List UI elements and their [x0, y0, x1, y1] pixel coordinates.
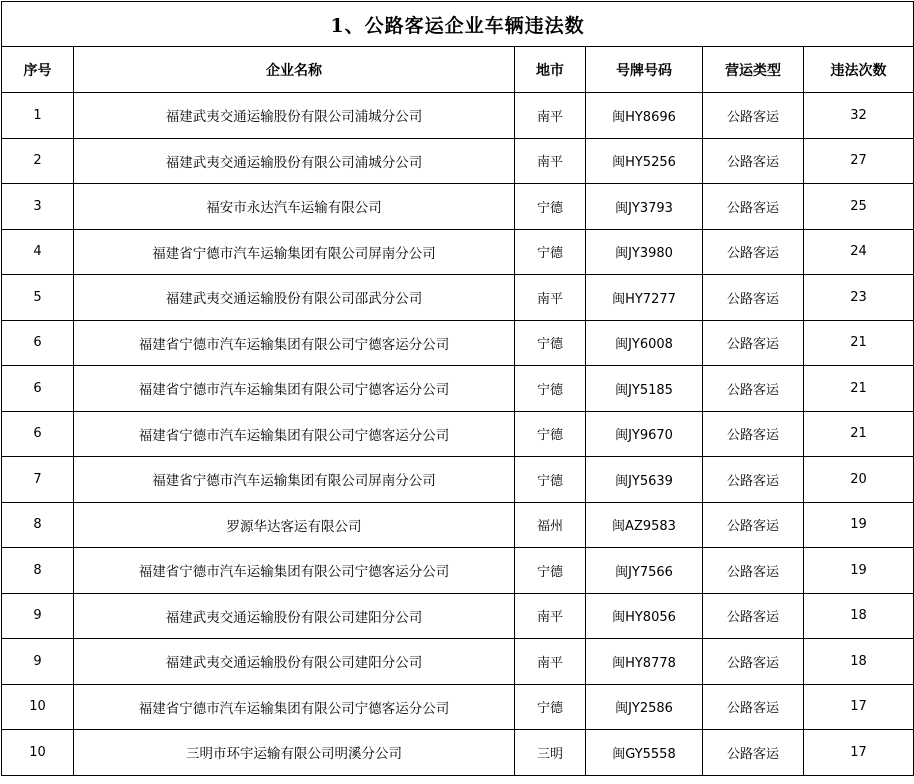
cell-seq: 7	[2, 457, 74, 503]
table-row	[2, 229, 914, 275]
cell-count: 19	[804, 548, 914, 594]
cell-count: 21	[804, 320, 914, 366]
cell-plate: 闽HY8056	[586, 593, 703, 639]
table-row	[2, 411, 914, 457]
cell-count: 19	[804, 502, 914, 548]
cell-company: 福建省宁德市汽车运输集团有限公司屏南分公司	[74, 457, 515, 503]
table-body	[2, 93, 914, 776]
cell-company: 福建武夷交通运输股份有限公司浦城分公司	[74, 93, 515, 139]
cell-company: 福建省宁德市汽车运输集团有限公司宁德客运分公司	[74, 366, 515, 412]
table-row	[2, 320, 914, 366]
cell-type: 公路客运	[703, 184, 804, 230]
table-row	[2, 93, 914, 139]
cell-count: 18	[804, 593, 914, 639]
cell-city: 宁德	[515, 411, 586, 457]
cell-type: 公路客运	[703, 502, 804, 548]
cell-city: 三明	[515, 730, 586, 776]
cell-count: 21	[804, 411, 914, 457]
cell-type: 公路客运	[703, 320, 804, 366]
title-row	[2, 2, 914, 47]
header-count: 违法次数	[804, 47, 914, 93]
cell-company: 福安市永达汽车运输有限公司	[74, 184, 515, 230]
cell-city: 宁德	[515, 184, 586, 230]
cell-plate: 闽GY5558	[586, 730, 703, 776]
table-row	[2, 684, 914, 730]
cell-plate: 闽HY5256	[586, 138, 703, 184]
table-row	[2, 639, 914, 685]
cell-seq: 6	[2, 366, 74, 412]
header-seq: 序号	[2, 47, 74, 93]
table-row	[2, 593, 914, 639]
cell-plate: 闽JY5639	[586, 457, 703, 503]
cell-company: 福建武夷交通运输股份有限公司邵武分公司	[74, 275, 515, 321]
cell-city: 宁德	[515, 320, 586, 366]
cell-count: 18	[804, 639, 914, 685]
cell-seq: 6	[2, 411, 74, 457]
table-row	[2, 502, 914, 548]
cell-seq: 10	[2, 730, 74, 776]
cell-count: 17	[804, 684, 914, 730]
violations-table	[1, 1, 914, 776]
cell-plate: 闽JY2586	[586, 684, 703, 730]
table-row	[2, 548, 914, 594]
cell-company: 福建省宁德市汽车运输集团有限公司屏南分公司	[74, 229, 515, 275]
table-row	[2, 138, 914, 184]
cell-seq: 8	[2, 502, 74, 548]
cell-type: 公路客运	[703, 684, 804, 730]
cell-seq: 2	[2, 138, 74, 184]
cell-count: 32	[804, 93, 914, 139]
cell-company: 福建省宁德市汽车运输集团有限公司宁德客运分公司	[74, 548, 515, 594]
cell-seq: 9	[2, 639, 74, 685]
cell-city: 南平	[515, 593, 586, 639]
cell-city: 南平	[515, 93, 586, 139]
header-city: 地市	[515, 47, 586, 93]
cell-city: 宁德	[515, 366, 586, 412]
cell-plate: 闽JY3980	[586, 229, 703, 275]
cell-company: 罗源华达客运有限公司	[74, 502, 515, 548]
table-row	[2, 457, 914, 503]
cell-plate: 闽HY8696	[586, 93, 703, 139]
cell-plate: 闽JY3793	[586, 184, 703, 230]
cell-type: 公路客运	[703, 639, 804, 685]
cell-city: 宁德	[515, 684, 586, 730]
cell-count: 23	[804, 275, 914, 321]
cell-type: 公路客运	[703, 229, 804, 275]
cell-company: 三明市环宇运输有限公司明溪分公司	[74, 730, 515, 776]
cell-seq: 8	[2, 548, 74, 594]
cell-type: 公路客运	[703, 93, 804, 139]
cell-seq: 4	[2, 229, 74, 275]
cell-seq: 3	[2, 184, 74, 230]
header-company: 企业名称	[74, 47, 515, 93]
header-plate: 号牌号码	[586, 47, 703, 93]
cell-type: 公路客运	[703, 411, 804, 457]
table-row	[2, 730, 914, 776]
cell-plate: 闽AZ9583	[586, 502, 703, 548]
cell-company: 福建武夷交通运输股份有限公司浦城分公司	[74, 138, 515, 184]
spreadsheet-sheet	[0, 1, 914, 784]
cell-type: 公路客运	[703, 457, 804, 503]
table-row	[2, 275, 914, 321]
table-row	[2, 184, 914, 230]
cell-city: 南平	[515, 639, 586, 685]
cell-count: 21	[804, 366, 914, 412]
table-title: 1、公路客运企业车辆违法数	[2, 2, 914, 47]
cell-city: 宁德	[515, 229, 586, 275]
cell-count: 24	[804, 229, 914, 275]
cell-plate: 闽JY5185	[586, 366, 703, 412]
cell-city: 宁德	[515, 457, 586, 503]
cell-plate: 闽HY7277	[586, 275, 703, 321]
cell-city: 南平	[515, 275, 586, 321]
cell-plate: 闽JY7566	[586, 548, 703, 594]
cell-seq: 10	[2, 684, 74, 730]
cell-seq: 6	[2, 320, 74, 366]
cell-seq: 5	[2, 275, 74, 321]
cell-plate: 闽JY6008	[586, 320, 703, 366]
cell-seq: 1	[2, 93, 74, 139]
table-row	[2, 366, 914, 412]
cell-type: 公路客运	[703, 275, 804, 321]
cell-count: 20	[804, 457, 914, 503]
cell-city: 南平	[515, 138, 586, 184]
cell-type: 公路客运	[703, 730, 804, 776]
cell-company: 福建省宁德市汽车运输集团有限公司宁德客运分公司	[74, 411, 515, 457]
cell-plate: 闽JY9670	[586, 411, 703, 457]
cell-company: 福建武夷交通运输股份有限公司建阳分公司	[74, 593, 515, 639]
cell-company: 福建省宁德市汽车运输集团有限公司宁德客运分公司	[74, 320, 515, 366]
cell-company: 福建省宁德市汽车运输集团有限公司宁德客运分公司	[74, 684, 515, 730]
header-row	[2, 47, 914, 93]
cell-type: 公路客运	[703, 138, 804, 184]
cell-city: 宁德	[515, 548, 586, 594]
cell-count: 25	[804, 184, 914, 230]
cell-city: 福州	[515, 502, 586, 548]
cell-type: 公路客运	[703, 593, 804, 639]
cell-plate: 闽HY8778	[586, 639, 703, 685]
cell-count: 17	[804, 730, 914, 776]
cell-type: 公路客运	[703, 548, 804, 594]
cell-type: 公路客运	[703, 366, 804, 412]
header-type: 营运类型	[703, 47, 804, 93]
cell-count: 27	[804, 138, 914, 184]
cell-seq: 9	[2, 593, 74, 639]
cell-company: 福建武夷交通运输股份有限公司建阳分公司	[74, 639, 515, 685]
